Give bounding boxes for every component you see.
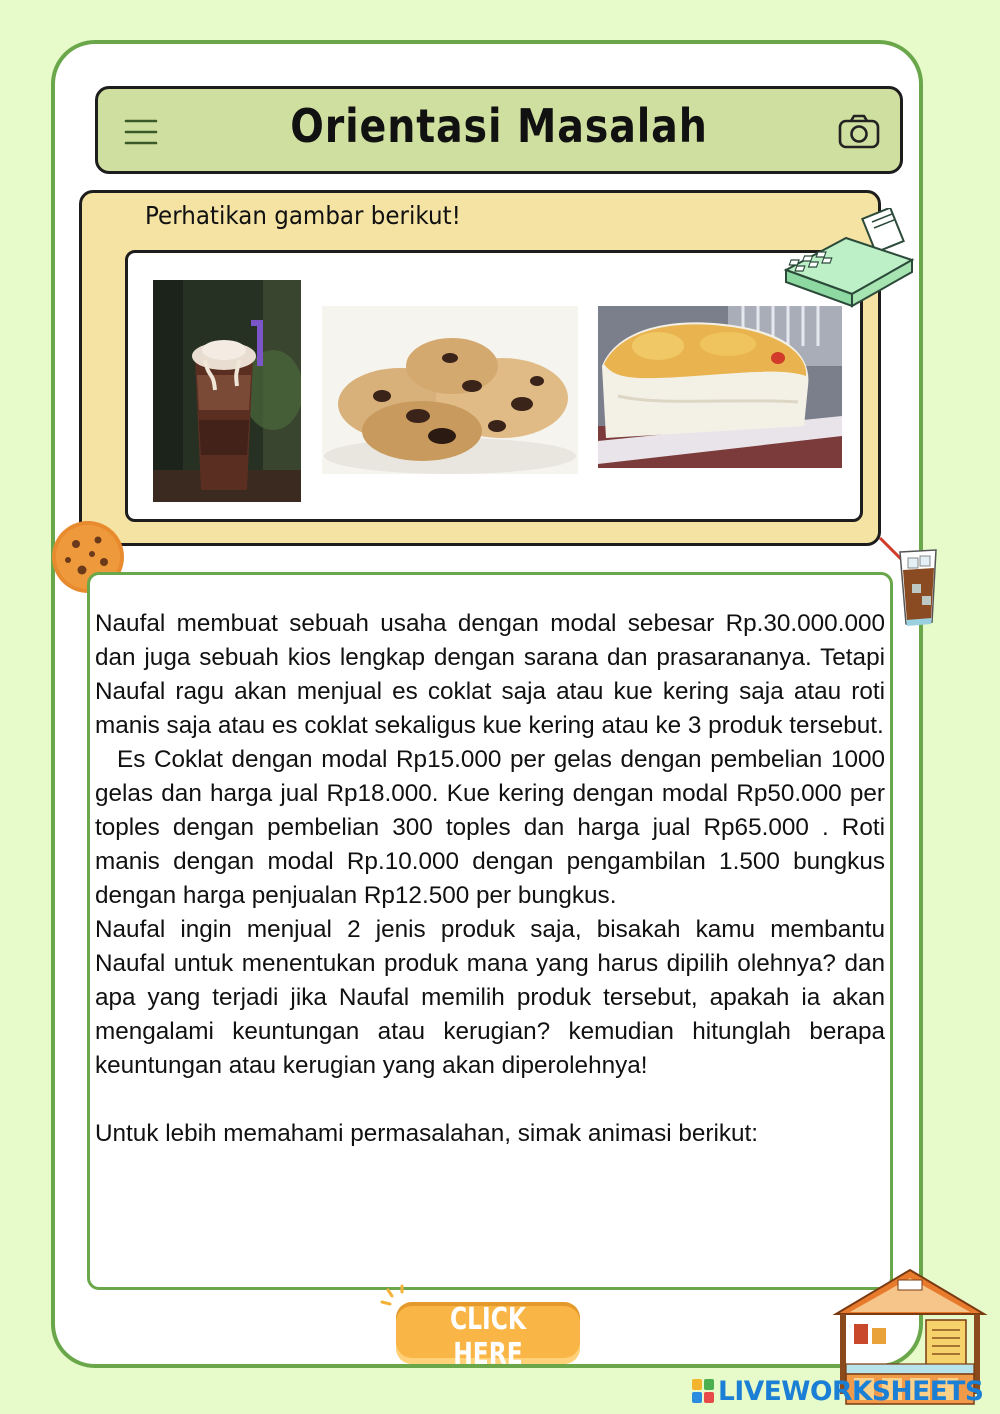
story-text [95, 607, 885, 1151]
story-paragraph-intro: Naufal membuat sebuah usaha dengan modal sebesar Rp.30.000.000 dan juga sebuah kios lengkap dengan sarana dan prasarananya. Tetapi Naufal ragu akan menjual es coklat saja atau kue kering saja atau roti manis saja atau es coklat sekaligus kue kering atau ke 3 produk tersebut. [95, 610, 885, 739]
kue-kering-photo [322, 306, 578, 474]
title-bar [95, 86, 903, 174]
liveworksheets-logo-icon [692, 1379, 714, 1403]
es-coklat-photo [153, 280, 301, 502]
image-panel-heading: Perhatikan gambar berikut! [145, 201, 461, 230]
liveworksheets-watermark [692, 1374, 989, 1408]
click-here-label: CLICK HERE [449, 1302, 527, 1372]
camera-icon[interactable] [838, 113, 880, 149]
image-panel [79, 190, 881, 546]
roti-manis-photo [598, 306, 842, 468]
story-paragraph-prices: Es Coklat dengan modal Rp15.000 per gelas dengan pembelian 1000 gelas dan harga jual Rp18.000. Kue kering dengan modal Rp50.000 per toples dengan pembelian 300 toples dan harga jual Rp65.000 . Roti manis dengan modal Rp.10.000 dengan pengambilan 1.500 bungkus dengan harga penjualan Rp12.500 per bungkus. [95, 746, 885, 909]
story-paragraph-question: Naufal ingin menjual 2 jenis produk saja, bisakah kamu membantu Naufal untuk menentukan produk mana yang harus dipilih olehnya? dan apa yang terjadi jika Naufal memilih produk tersebut, apakah ia akan mengalami keuntungan atau kerugian? kemudian hitunglah berapa keuntungan atau kerugian yang akan diperolehnya! [95, 916, 885, 1079]
image-frame [125, 250, 863, 522]
click-here-button[interactable] [396, 1302, 580, 1372]
cash-register-icon [780, 208, 918, 308]
watermark-text: LIVEWORKSHEETS [718, 1375, 984, 1407]
hamburger-menu-icon[interactable] [124, 117, 158, 147]
story-paragraph-animation-prompt: Untuk lebih memahami permasalahan, simak animasi berikut: [95, 1120, 759, 1147]
page-title: Orientasi Masalah [290, 99, 708, 153]
